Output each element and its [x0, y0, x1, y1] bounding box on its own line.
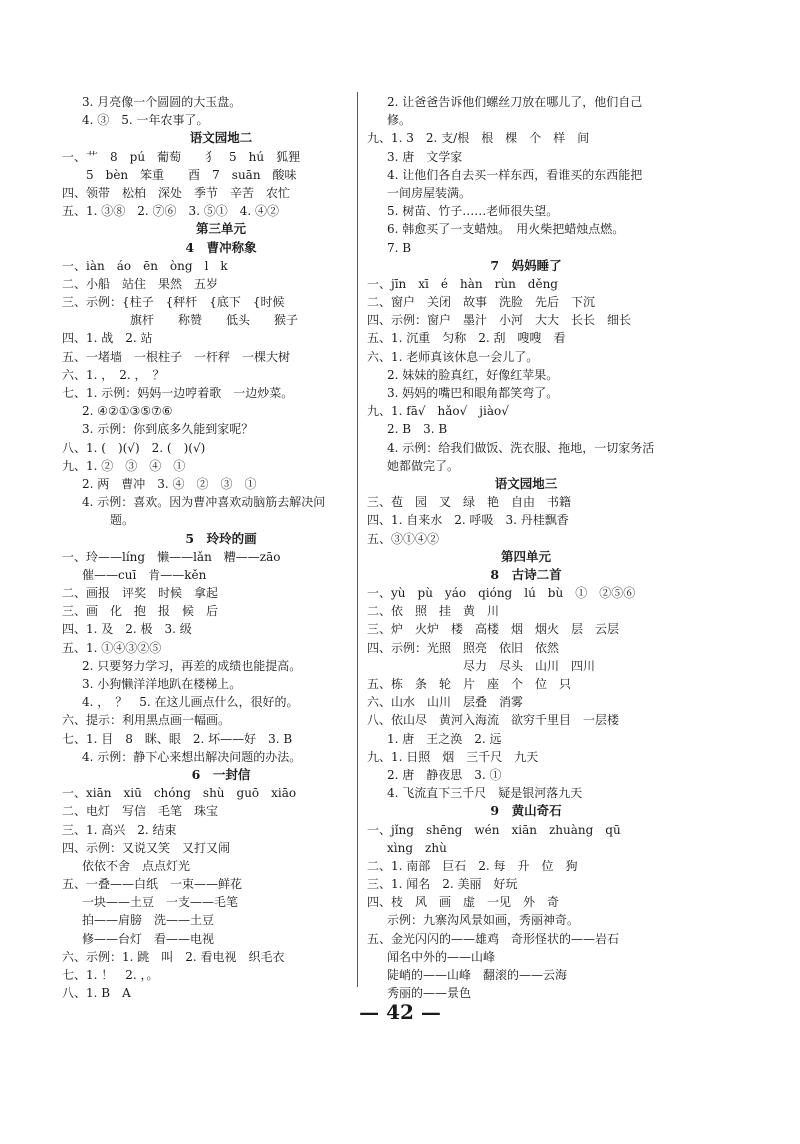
answer-line: 2. 唐 静夜思 3. ①: [387, 767, 502, 782]
answer-line: 2. 两 曹冲 3. ④ ② ③ ①: [82, 476, 257, 491]
answer-line: 4. 让他们各自去买一样东西，看谁买的东西能把: [387, 167, 643, 182]
answer-line: 7. B: [387, 240, 412, 255]
answer-line: 示例：九寨沟风景如画，秀丽神奇。: [387, 913, 580, 928]
answer-line: 2. 让爸爸告诉他们螺丝刀放在哪儿了，他们自己: [387, 95, 643, 109]
section-heading: 第三单元: [195, 221, 246, 237]
answer-line: 6. 韩愈买了一支蜡烛。 用火柴把蜡烛点燃。: [387, 222, 625, 237]
answer-line: 4. 示例：给我们做饭、洗衣服、拖地，一切家务活: [387, 440, 655, 455]
answer-line: 四、1. 及 2. 极 3. 级: [62, 622, 192, 637]
section-heading: 语文园地二: [189, 130, 253, 146]
answer-line: 闻名中外的——山峰: [387, 949, 496, 964]
answer-line: 修。: [387, 113, 412, 128]
answer-line: 七、1. 目 8 眯、眼 2. 坏——好 3. B: [62, 731, 293, 746]
answer-line: 陡峭的——山峰 翻滚的——云海: [387, 968, 568, 982]
answer-line: 旗杆 称赞 低头 猴子: [130, 313, 299, 328]
answer-line: 拍——肩膀 洗——土豆: [82, 913, 215, 928]
answer-line: 五、③①④②: [367, 531, 440, 546]
answer-line: 1. 唐 王之涣 2. 远: [387, 731, 502, 746]
section-heading: 7 妈妈睡了: [490, 257, 562, 273]
answer-line: 五、1. ③⑧ 2. ⑦⑥ 3. ⑤① 4. ④②: [62, 204, 280, 219]
section-heading: 5 玲玲的画: [185, 530, 257, 546]
answer-line: 4. ③ 5. 一年农事了。: [82, 113, 209, 128]
answer-line: 2. 只要努力学习，再差的成绩也能提高。: [82, 658, 302, 673]
answer-line: 六、1. 老师真该休息一会儿了。: [367, 349, 539, 364]
section-heading: 第四单元: [500, 548, 551, 564]
answer-column-right: [367, 93, 685, 1002]
answer-line: 秀丽的——景色: [387, 986, 472, 1001]
answer-line: 修——台灯 看——电视: [82, 931, 215, 946]
answer-line: 六、1. ， 2. ， ？: [62, 367, 165, 382]
answer-line: 三、苞 园 叉 绿 艳 自由 书籍: [367, 495, 572, 510]
answer-line: 五、栋 条 轮 片 座 个 位 只: [367, 677, 572, 691]
answer-line: 4. 示例：喜欢。因为曹冲喜欢动脑筋去解决问: [82, 495, 326, 510]
answer-line: 3. 小狗懒洋洋地趴在楼梯上。: [82, 677, 242, 691]
answer-line: 九、1. fā√ hǎo√ jiào√: [367, 404, 509, 419]
section-heading: 4 曹冲称象: [185, 239, 257, 255]
answer-line: 四、示例：光照 照亮 依旧 依然: [367, 640, 560, 655]
answer-line: 七、1. ！ 2. ，。: [62, 968, 159, 982]
answer-line: 八、1. B A: [62, 986, 131, 1001]
answer-line: 四、1. 战 2. 站: [62, 331, 153, 346]
answer-line: 三、示例：{柱子 {秤杆 {底下 {时候: [62, 295, 285, 310]
answer-line: 3. 月亮像一个圆圆的大玉盘。: [82, 95, 242, 109]
answer-line: 六、示例：1. 跳 叫 2. 看电视 织毛衣: [62, 949, 285, 964]
answer-line: 四、领带 松柏 深处 季节 辛苦 农忙: [62, 185, 291, 200]
answer-line: 4. ， ？ 5. 在这儿画点什么，很好的。: [82, 695, 299, 710]
answer-line: 3. 示例：你到底多久能到家呢？: [82, 422, 254, 437]
answer-line: 五、1. 沉重 匀称 2. 刮 嗖嗖 看: [367, 331, 566, 346]
answer-line: 依依不舍 点点灯光: [82, 858, 191, 873]
answer-column-left: [62, 93, 380, 1002]
answer-line: 四、示例：又说又笑 又打又闹: [62, 840, 231, 855]
answer-line: 四、示例：窗户 墨汁 小河 大大 长长 细长: [367, 313, 632, 328]
answer-line: 3. 妈妈的嘴巴和眼角都笑弯了。: [387, 386, 559, 400]
section-heading: 语文园地三: [494, 475, 558, 491]
answer-line: 2. ④②①③⑤⑦⑥: [82, 404, 173, 419]
answer-line: 五、一叠——白纸 一束——鲜花: [62, 877, 243, 892]
answer-line: 九、1. 3 2. 支/根 根 棵 个 样 间: [367, 131, 590, 146]
answer-line: 五、1. ①④③②⑤: [62, 640, 162, 655]
answer-line: 二、窗户 关闭 故事 洗脸 先后 下沉: [367, 295, 596, 310]
answer-line: 3. 唐 文学家: [387, 149, 463, 164]
answer-line: 六、提示：利用黑点画一幅画。: [62, 713, 231, 728]
answer-line: 2. 妹妹的脸真红，好像红苹果。: [387, 367, 559, 382]
answer-line: 二、1. 南部 巨石 2. 每 升 位 狗: [367, 858, 578, 873]
answer-line: 二、小船 站住 果然 五岁: [62, 276, 219, 291]
answer-line: 一、玲——líng 懒——lǎn 糟——zāo: [62, 549, 281, 564]
answer-line: 四、枝 风 画 虚 一见 外 奇: [367, 895, 560, 910]
answer-line: 一间房屋装满。: [387, 185, 472, 200]
answer-line: 三、1. 闻名 2. 美丽 好玩: [367, 877, 518, 892]
section-heading: 9 黄山奇石: [490, 803, 562, 819]
answer-line: 催——cuī 肯——kěn: [82, 567, 207, 582]
answer-line: 五、一堵墙 一根柱子 一杆秤 一棵大树: [62, 349, 291, 364]
answer-line: 5 bèn 笨重 酉 7 suān 酸味: [62, 167, 297, 182]
answer-line: 二、电灯 写信 毛笔 珠宝: [62, 804, 219, 819]
answer-line: 六、山水 山川 层叠 消雾: [367, 695, 524, 710]
answer-line: 尽力 尽头 山川 四川: [463, 658, 596, 673]
section-heading: 8 古诗二首: [490, 566, 562, 582]
answer-line: 八、依山尽 黄河入海流 欲穷千里目 一层楼: [367, 713, 620, 728]
answer-line: 三、1. 高兴 2. 结束: [62, 822, 177, 837]
answer-line: xìng zhù: [387, 840, 447, 855]
answer-line: 一、xiān xiū chóng shù guō xiāo: [62, 786, 297, 801]
answer-line: 三、炉 火炉 楼 高楼 烟 烟火 层 云层: [367, 622, 620, 637]
answer-line: 九、1. ② ③ ④ ①: [62, 458, 186, 473]
answer-line: 她都做完了。: [387, 458, 460, 473]
answer-line: 二、依 照 挂 黄 川: [367, 604, 500, 619]
answer-line: 七、1. 示例：妈妈一边哼着歌 一边炒菜。: [62, 386, 294, 400]
column-divider: [357, 92, 358, 987]
answer-line: 九、1. 日照 烟 三千尺 九天: [367, 749, 539, 764]
answer-line: 四、1. 自来水 2. 呼吸 3. 丹桂飘香: [367, 513, 569, 528]
answer-line: 一、艹 8 pú 葡萄 犭 5 hú 狐狸: [62, 149, 301, 164]
answer-line: 一、jīn xī é hàn rùn děng: [367, 276, 558, 291]
answer-line: 三、画 化 抱 报 候 后: [62, 604, 219, 619]
section-heading: 6 一封信: [191, 766, 251, 782]
answer-line: 一、jǐng shēng wén xiān zhuàng qū: [367, 822, 621, 837]
answer-line: 一、iàn áo ēn òng l k: [62, 258, 228, 273]
answer-line: 4. 飞流直下三千尺 疑是银河落九天: [387, 786, 583, 801]
answer-line: 八、1. ( )(√) 2. ( )(√): [62, 440, 206, 455]
answer-line: 一块——土豆 一支——毛笔: [82, 895, 239, 910]
answer-line: 题。: [110, 513, 135, 528]
answer-line: 4. 示例：静下心来想出解决问题的办法。: [82, 749, 302, 764]
answer-line: 一、yù pù yáo qióng lú bù ① ②⑤⑥: [367, 586, 636, 601]
page-number: — 42 —: [359, 1000, 441, 1024]
answer-line: 五、金光闪闪的——雄鸡 奇形怪状的——岩石: [367, 931, 620, 946]
answer-line: 2. B 3. B: [387, 422, 448, 437]
answer-line: 5. 树苗、竹子……老师很失望。: [387, 204, 559, 219]
answer-line: 二、画报 评奖 时候 拿起: [62, 586, 219, 601]
